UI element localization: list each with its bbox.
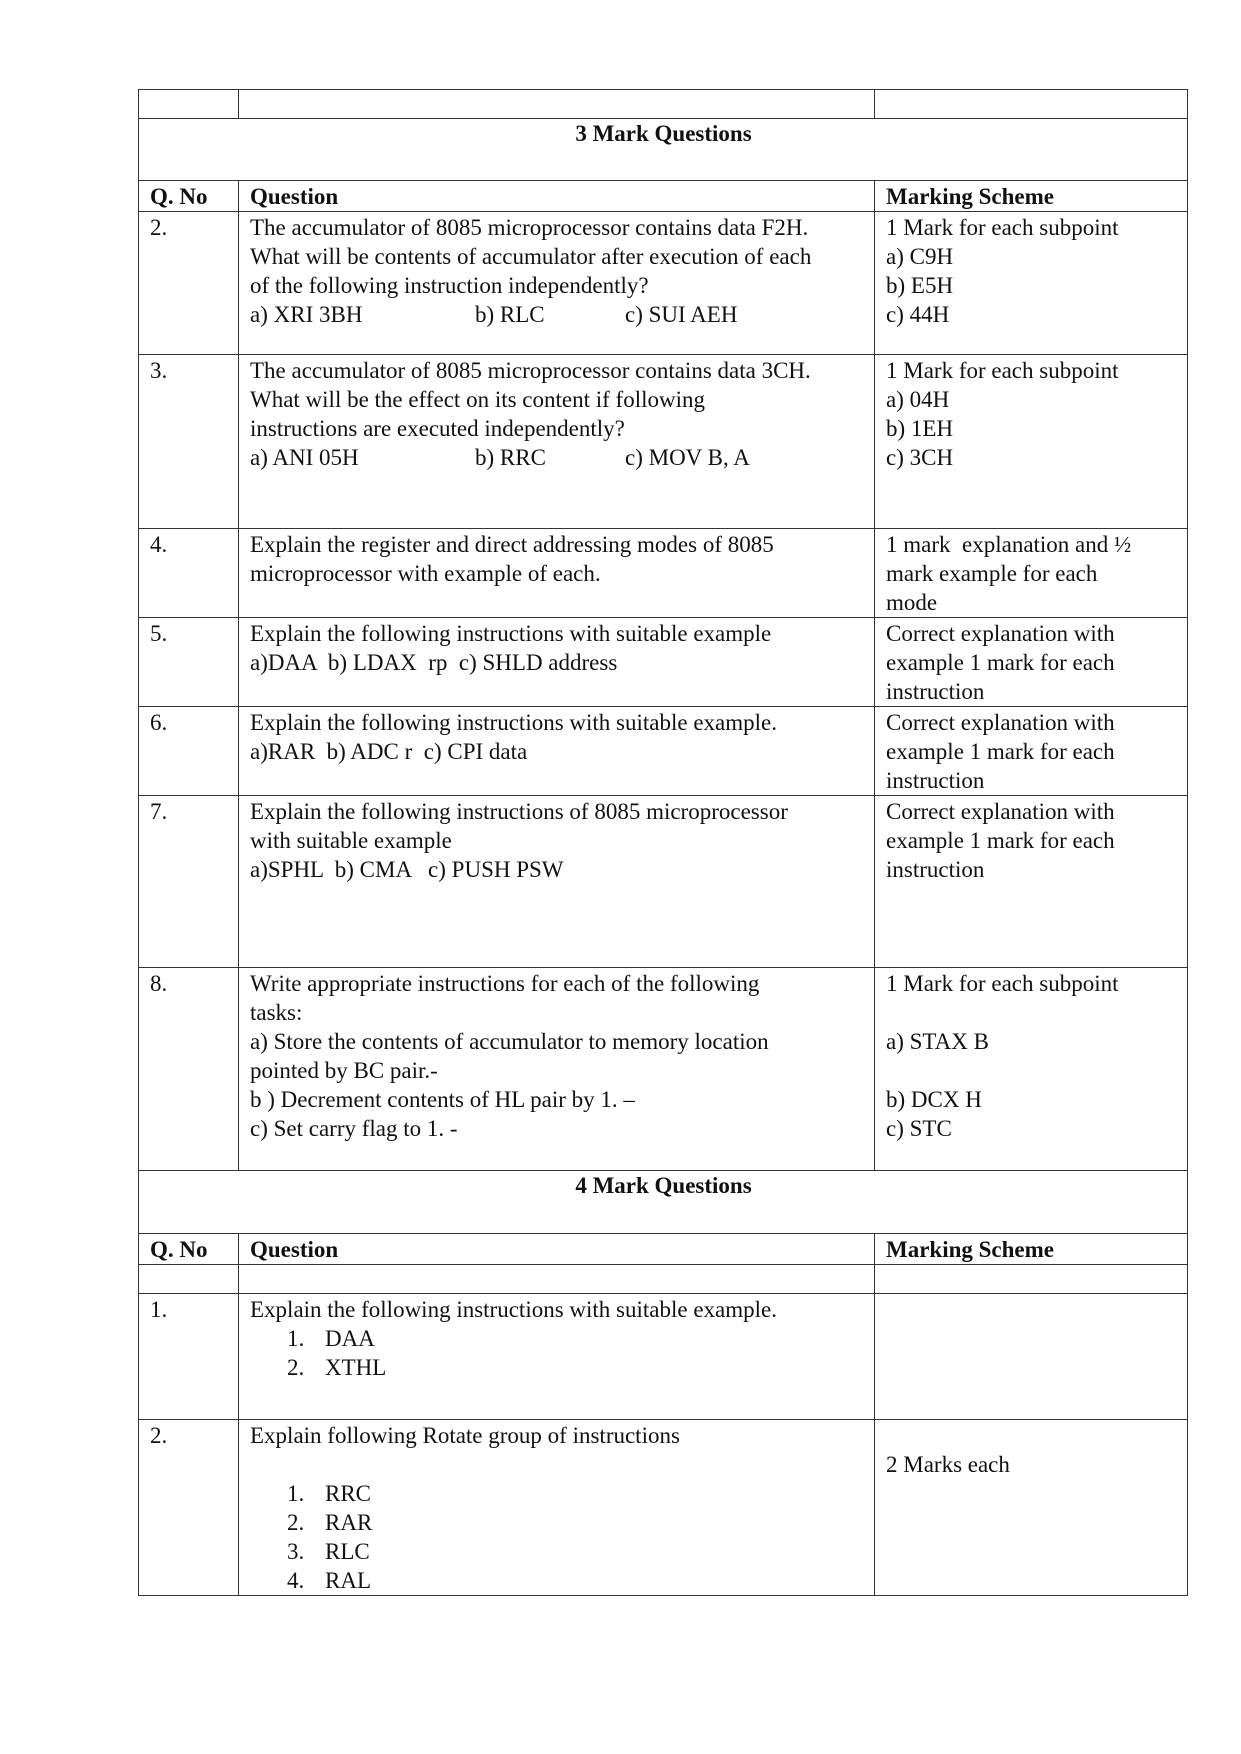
section-title-3-mark: 3 Mark Questions [139,119,1188,181]
marking-scheme [875,355,1188,529]
scheme-line: Correct explanation with [886,799,1115,824]
scheme-line: c) STC [886,1116,952,1141]
scheme-line: c) 3CH [886,445,954,470]
question-row [139,707,1188,796]
question-number: 2. [139,1420,239,1596]
item-text: DAA [325,1326,375,1351]
header-row [139,1234,1188,1265]
scheme-line: 1 Mark for each subpoint [886,971,1119,996]
item-number: 1. [287,1481,305,1506]
scheme-line: b) 1EH [886,416,954,441]
marking-scheme [875,1420,1188,1596]
scheme-line: b) DCX H [886,1087,982,1112]
scheme-line: Correct explanation with [886,710,1115,735]
header-question: Question [239,181,875,212]
question-line: What will be contents of accumulator after execution of each [250,244,812,269]
item-number: 4. [287,1568,305,1593]
scheme-line: 1 Mark for each subpoint [886,215,1119,240]
question-line: instructions are executed independently? [250,416,625,441]
empty-cell [875,1265,1188,1294]
list-item [287,1324,864,1353]
option-b: b) RRC [475,445,546,470]
list-item [287,1566,864,1595]
question-text [239,212,875,355]
spacer [250,1450,864,1479]
scheme-line: a) C9H [886,244,954,269]
question-line: tasks: [250,1000,303,1025]
scheme-line: 1 mark explanation and ½ [886,532,1132,557]
marking-scheme [875,212,1188,355]
scheme-line: Correct explanation with [886,621,1115,646]
question-line: Explain the following instructions with suitable example. [250,1297,777,1322]
scheme-line: instruction [886,679,985,704]
marking-scheme [875,618,1188,707]
question-row [139,212,1188,355]
question-text [239,1420,875,1596]
marking-scheme [875,796,1188,968]
scheme-line: instruction [886,768,985,793]
question-line: What will be the effect on its content if following [250,387,705,412]
question-number: 7. [139,796,239,968]
question-number: 1. [139,1294,239,1420]
questions-table [138,89,1188,1596]
sub-item-list [250,1324,864,1382]
header-scheme: Marking Scheme [875,181,1188,212]
question-row [139,968,1188,1171]
item-number: 3. [287,1539,305,1564]
question-row [139,1294,1188,1420]
marking-scheme [875,1294,1188,1420]
question-line: a) Store the contents of accumulator to memory location [250,1029,769,1054]
list-item [287,1537,864,1566]
scheme-line: instruction [886,857,985,882]
question-line: a)DAA b) LDAX rp c) SHLD address [250,650,618,675]
section-title-row [139,119,1188,181]
question-number: 2. [139,212,239,355]
question-row [139,355,1188,529]
header-question: Question [239,1234,875,1265]
question-line: Explain following Rotate group of instructions [250,1423,680,1448]
list-item [287,1479,864,1508]
option-a: a) ANI 05H [250,445,359,470]
question-number: 5. [139,618,239,707]
question-line: Explain the following instructions with suitable example [250,621,772,646]
item-number: 1. [287,1326,305,1351]
scheme-line: c) 44H [886,302,950,327]
question-line: Explain the register and direct addressing modes of 8085 [250,532,774,557]
question-line: a)RAR b) ADC r c) CPI data [250,739,528,764]
scheme-line: 2 Marks each [886,1452,1010,1477]
section-title-4-mark: 4 Mark Questions [139,1171,1188,1234]
question-number: 6. [139,707,239,796]
item-number: 2. [287,1355,305,1380]
header-row [139,181,1188,212]
question-line: Explain the following instructions of 8085 microprocessor [250,799,788,824]
scheme-line: 1 Mark for each subpoint [886,358,1119,383]
header-qno: Q. No [139,1234,239,1265]
question-line: Write appropriate instructions for each of the following [250,971,760,996]
item-text: XTHL [325,1355,387,1380]
scheme-line [886,1056,1177,1085]
question-options [250,443,864,472]
question-line: pointed by BC pair.- [250,1058,438,1083]
scheme-line: a) STAX B [886,1029,989,1054]
list-item [287,1353,864,1382]
question-number: 4. [139,529,239,618]
question-text [239,796,875,968]
marking-scheme [875,968,1188,1171]
scheme-line: example 1 mark for each [886,650,1115,675]
option-a: a) XRI 3BH [250,302,363,327]
question-text [239,707,875,796]
question-number: 8. [139,968,239,1171]
question-row [139,796,1188,968]
question-line: b ) Decrement contents of HL pair by 1. – [250,1087,635,1112]
empty-cell [239,90,875,119]
list-item [287,1508,864,1537]
question-text [239,968,875,1171]
marking-scheme [875,529,1188,618]
item-text: RAR [325,1510,373,1535]
question-line: a)SPHL b) CMA c) PUSH PSW [250,857,564,882]
empty-cell [239,1265,875,1294]
option-b: b) RLC [475,302,545,327]
item-text: RRC [325,1481,372,1506]
empty-row [139,1265,1188,1294]
sub-item-list [250,1479,864,1595]
question-options [250,300,864,329]
item-number: 2. [287,1510,305,1535]
question-text [239,529,875,618]
empty-cell [139,1265,239,1294]
question-line: of the following instruction independently? [250,273,649,298]
option-c: c) SUI AEH [625,302,738,327]
question-line: with suitable example [250,828,452,853]
question-number: 3. [139,355,239,529]
header-qno: Q. No [139,181,239,212]
scheme-line: example 1 mark for each [886,828,1115,853]
question-line: The accumulator of 8085 microprocessor contains data F2H. [250,215,809,240]
scheme-line: example 1 mark for each [886,739,1115,764]
header-scheme: Marking Scheme [875,1234,1188,1265]
question-row [139,529,1188,618]
option-c: c) MOV B, A [625,445,750,470]
question-text [239,1294,875,1420]
scheme-line: mark example for each [886,561,1098,586]
section-title-row [139,1171,1188,1234]
empty-top-row [139,90,1188,119]
scheme-line: a) 04H [886,387,950,412]
scheme-line: b) E5H [886,273,954,298]
scheme-line [886,998,1177,1027]
question-line: microprocessor with example of each. [250,561,601,586]
item-text: RAL [325,1568,371,1593]
scheme-line: mode [886,590,938,615]
question-row [139,618,1188,707]
question-text [239,618,875,707]
question-line: c) Set carry flag to 1. - [250,1116,458,1141]
question-text [239,355,875,529]
spacer [886,1421,1177,1450]
marking-scheme [875,707,1188,796]
question-line: Explain the following instructions with suitable example. [250,710,777,735]
question-row [139,1420,1188,1596]
empty-cell [875,90,1188,119]
question-line: The accumulator of 8085 microprocessor contains data 3CH. [250,358,811,383]
item-text: RLC [325,1539,370,1564]
empty-cell [139,90,239,119]
